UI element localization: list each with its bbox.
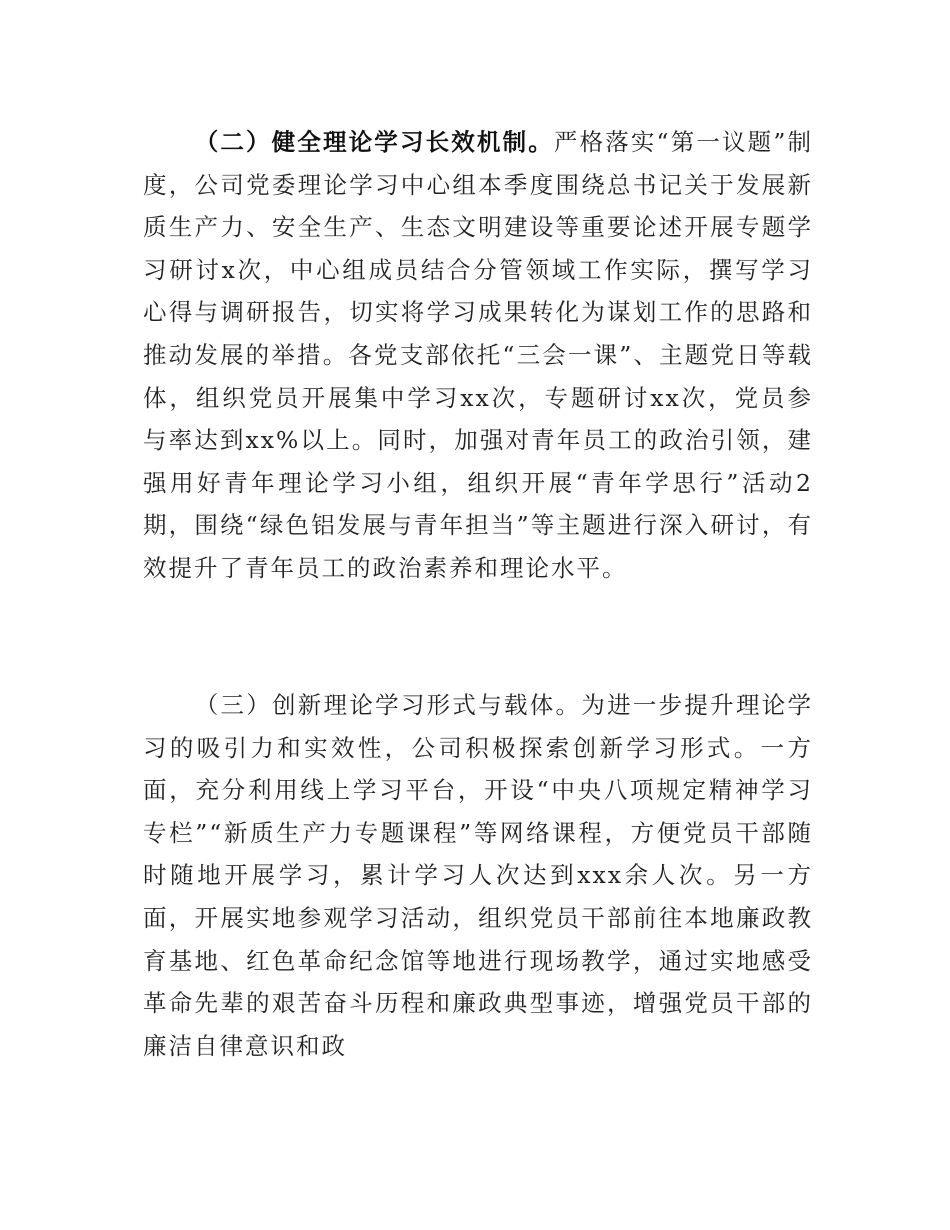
paragraph-theory-study-mechanism: [143, 121, 813, 590]
paragraph-body-text: 严格落实“第一议题”制度，公司党委理论学习中心组本季度围绕总书记关于发展新质生产力、安全生产、生态文明建设等重要论述开展专题学习研讨x次，中心组成员结合分管领域工作实际，撰写学习心得与调研报告，切实将学习成果转化为谋划工作的思路和推动发展的举措。各党支部依托“三会一课”、主题党日等载体，组织党员开展集中学习xx次，专题研讨xx次，党员参与率达到xx%以上。同时，加强对青年员工的政治引领，建强用好青年理论学习小组，组织开展“青年学思行”活动2期，围绕“绿色铝发展与青年担当”等主题进行深入研讨，有效提升了青年员工的政治素养和理论水平。: [143, 128, 814, 582]
paragraph-study-innovation: [143, 684, 813, 1067]
section-heading-2: （二）健全理论学习长效机制。: [194, 128, 554, 156]
paragraph-body-text: （三）创新理论学习形式与载体。为进一步提升理论学习的吸引力和实效性，公司积极探索创新学习形式。一方面，充分利用线上学习平台，开设“中央八项规定精神学习专栏”“新质生产力专题课程”等网络课程，方便党员干部随时随地开展学习，累计学习人次达到xxx余人次。另一方面，开展实地参观学习活动，组织党员干部前往本地廉政教育基地、红色革命纪念馆等地进行现场教学，通过实地感受革命先辈的艰苦奋斗历程和廉政典型事迹，增强党员干部的廉洁自律意识和政: [143, 691, 813, 1060]
